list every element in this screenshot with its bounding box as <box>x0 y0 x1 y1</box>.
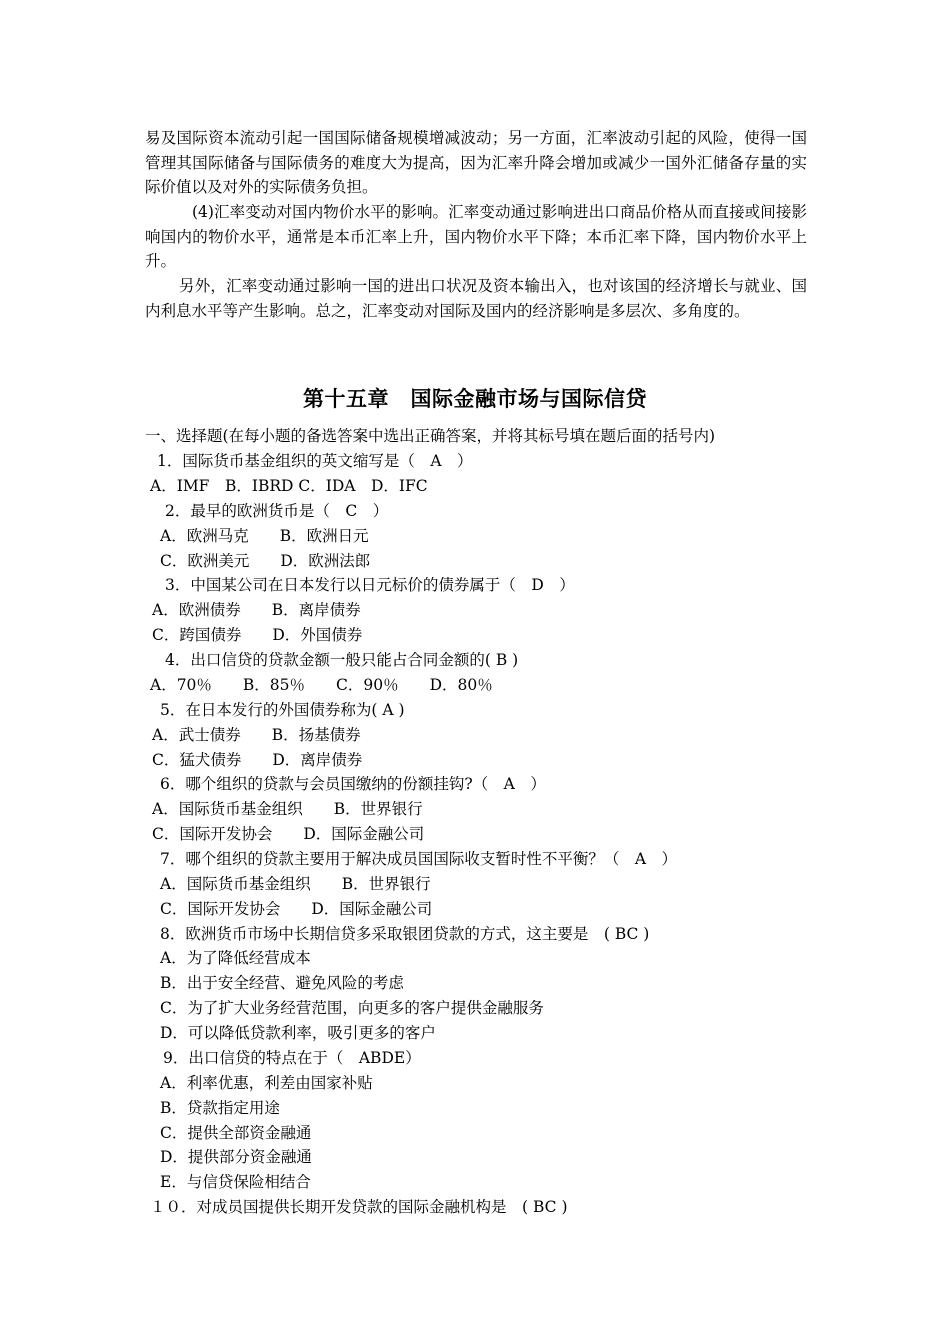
question-10: １０．对成员国提供长期开发贷款的国际金融机构是 ( BC ) <box>150 1198 568 1216</box>
chapter-title: 第十五章 国际金融市场与国际信贷 <box>303 386 647 411</box>
question-3-options-ab: A．欧洲债券 B．离岸债券 <box>152 601 361 619</box>
question-7-options-cd: C．国际开发协会 D．国际金融公司 <box>160 900 433 918</box>
intro-paragraph-1: 易及国际资本流动引起一国国际储备规模增减波动；另一方面，汇率波动引起的风险，使得一国管理其国际储备与国际债务的难度大为提高，因为汇率升降会增加或减少一国外汇储备存量的实际价值以及对外的实际债务负担。 <box>145 129 807 196</box>
question-3: 3．中国某公司在日本发行以日元标价的债券属于（ D ） <box>165 576 575 594</box>
question-7-options-ab: A．国际货币基金组织 B．世界银行 <box>160 875 431 893</box>
question-9: 9．出口信贷的特点在于（ ABDE） <box>163 1049 421 1067</box>
question-9-option-c: C．提供全部资金融通 <box>160 1124 312 1142</box>
question-9-option-d: D．提供部分资金融通 <box>160 1148 312 1166</box>
question-1-options: A．IMF B．IBRD C．IDA D．IFC <box>150 477 428 495</box>
question-9-option-a: A．利率优惠，利差由国家补贴 <box>160 1074 373 1092</box>
question-8-option-c: C．为了扩大业务经营范围，向更多的客户提供金融服务 <box>160 999 544 1017</box>
section-heading: 一、选择题(在每小题的备选答案中选出正确答案，并将其标号填在题后面的括号内) <box>145 427 716 445</box>
intro-paragraph-2: (4)汇率变动对国内物价水平的影响。汇率变动通过影响进出口商品价格从而直接或间接影响国内的物价水平，通常是本币汇率上升，国内物价水平下降；本币汇率下降，国内物价水平上升。 <box>145 203 807 270</box>
question-1: 1．国际货币基金组织的英文缩写是（ A ） <box>157 452 473 470</box>
question-5-options-cd: C．猛犬债券 D．离岸债券 <box>152 751 363 769</box>
question-2-options-ab: A．欧洲马克 B．欧洲日元 <box>160 527 369 545</box>
question-6: 6．哪个组织的贷款与会员国缴纳的份额挂钩?（ A ） <box>160 775 546 793</box>
question-2: 2．最早的欧洲货币是（ C ） <box>165 502 389 520</box>
question-8-option-a: A．为了降低经营成本 <box>160 949 311 967</box>
question-5: 5．在日本发行的外国债券称为( A ) <box>160 701 405 719</box>
question-3-options-cd: C．跨国债券 D．外国债券 <box>152 626 363 644</box>
question-5-options-ab: A．武士债券 B．扬基债券 <box>152 726 361 744</box>
question-4: 4．出口信贷的贷款金额一般只能占合同金额的( B ) <box>165 651 519 669</box>
question-9-option-b: B．贷款指定用途 <box>160 1099 280 1117</box>
question-4-options: A．70％ B．85％ C．90％ D．80％ <box>150 676 493 694</box>
question-7: 7．哪个组织的贷款主要用于解决成员国国际收支暂时性不平衡？（ A ） <box>160 850 678 868</box>
question-2-options-cd: C．欧洲美元 D．欧洲法郎 <box>160 552 371 570</box>
question-9-option-e: E．与信贷保险相结合 <box>160 1173 311 1191</box>
question-8: 8．欧洲货币市场中长期信贷多采取银团贷款的方式，这主要是 ( BC ) <box>160 925 650 943</box>
question-8-option-d: D．可以降低贷款利率，吸引更多的客户 <box>160 1024 436 1042</box>
question-6-options-cd: C．国际开发协会 D．国际金融公司 <box>152 825 425 843</box>
question-6-options-ab: A．国际货币基金组织 B．世界银行 <box>152 800 423 818</box>
intro-paragraph-3: 另外，汇率变动通过影响一国的进出口状况及资本输出入，也对该国的经济增长与就业、国内利息水平等产生影响。总之，汇率变动对国际及国内的经济影响是多层次、多角度的。 <box>145 277 807 320</box>
question-8-option-b: B．出于安全经营、避免风险的考虑 <box>160 974 404 992</box>
